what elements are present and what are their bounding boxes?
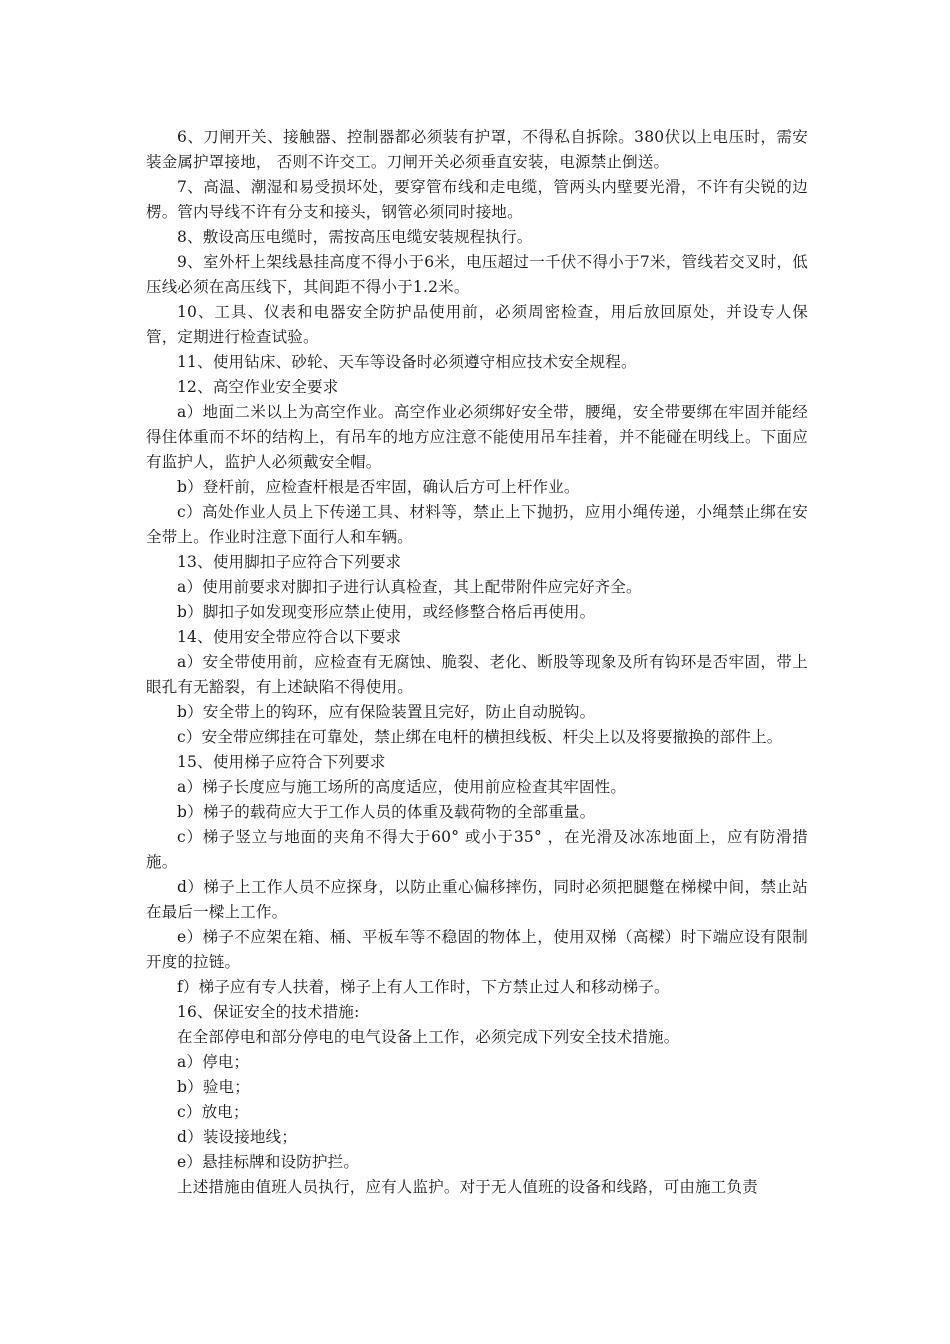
sub-item-12b: b）登杆前，应检查杆根是否牢固，确认后方可上杆作业。 — [177, 478, 580, 496]
sub-item-15f: f）梯子应有专人扶着，梯子上有人工作时，下方禁止过人和移动梯子。 — [177, 978, 670, 996]
paragraph-intro-16: 在全部停电和部分停电的电气设备上工作，必须完成下列安全技术措施。 — [177, 1028, 680, 1046]
sub-item-16c: c）放电； — [177, 1103, 249, 1121]
section-heading-13: 13、使用脚扣子应符合下列要求 — [177, 553, 402, 571]
sub-item-16a: a）停电； — [177, 1053, 250, 1071]
sub-item-15c: c）梯子竖立与地面的夹角不得大于60° 或小于35° ，在光滑及冰冻地面上，应有防滑措施。 — [146, 828, 808, 871]
paragraph-item-7: 7、高温、潮湿和易受损坏处，要穿管布线和走电缆，管两头内壁要光滑，不许有尖锐的边楞。管内导线不许有分支和接头，钢管必须同时接地。 — [146, 178, 808, 221]
paragraph-closing: 上述措施由值班人员执行，应有人监护。对于无人值班的设备和线路，可由施工负责 — [177, 1178, 758, 1196]
sub-item-15e: e）梯子不应架在箱、桶、平板车等不稳固的物体上，使用双梯（高樑）时下端应设有限制开度的拉链。 — [146, 928, 808, 971]
paragraph-item-10: 10、工具、仪表和电器安全防护品使用前，必须周密检查，用后放回原处，并设专人保管，定期进行检查试验。 — [146, 303, 808, 346]
sub-item-13a: a）使用前要求对脚扣子进行认真检查，其上配带附件应完好齐全。 — [177, 578, 642, 596]
paragraph-item-9: 9、室外杆上架线悬挂高度不得小于6米，电压超过一千伏不得小于7米，管线若交叉时，低压线必须在高压线下，其间距不得小于1.2米。 — [146, 253, 808, 296]
section-heading-14: 14、使用安全带应符合以下要求 — [177, 628, 402, 646]
paragraph-item-8: 8、敷设高压电缆时，需按高压电缆安装规程执行。 — [177, 228, 533, 246]
paragraph-item-11: 11、使用钻床、砂轮、天车等设备时必须遵守相应技术安全规程。 — [177, 353, 637, 371]
sub-item-14c: c）安全带应绑挂在可靠处，禁止绑在电杆的横担线板、杆尖上以及将要撤换的部件上。 — [177, 728, 783, 746]
sub-item-15a: a）梯子长度应与施工场所的高度适应，使用前应检查其牢固性。 — [177, 778, 627, 796]
sub-item-15d: d）梯子上工作人员不应探身，以防止重心偏移摔伤，同时必须把腿蹩在梯樑中间，禁止站在最后一樑上工作。 — [146, 878, 808, 921]
sub-item-15b: b）梯子的载荷应大于工作人员的体重及载荷物的全部重量。 — [177, 803, 596, 821]
sub-item-14a: a）安全带使用前，应检查有无腐蚀、脆裂、老化、断股等现象及所有钩环是否牢固，带上眼孔有无豁裂，有上述缺陷不得使用。 — [146, 653, 808, 696]
sub-item-12c: c）高处作业人员上下传递工具、材料等，禁止上下抛扔，应用小绳传递，小绳禁止绑在安全带上。作业时注意下面行人和车辆。 — [146, 503, 808, 546]
section-heading-12: 12、高空作业安全要求 — [177, 378, 339, 396]
sub-item-16b: b）验电； — [177, 1078, 250, 1096]
section-heading-15: 15、使用梯子应符合下列要求 — [177, 753, 386, 771]
section-heading-16: 16、保证安全的技术措施: — [177, 1003, 360, 1021]
sub-item-14b: b）安全带上的钩环，应有保险装置且完好，防止自动脱钩。 — [177, 703, 596, 721]
sub-item-16e: e）悬挂标牌和设防护拦。 — [177, 1153, 360, 1171]
document-body — [146, 125, 808, 1200]
sub-item-12a: a）地面二米以上为高空作业。高空作业必须绑好安全带，腰绳，安全带要绑在牢固并能经得住体重而不坏的结构上，有吊车的地方应注意不能使用吊车挂着，并不能碰在明线上。下面应有监护人，监护人必须戴安全帽。 — [146, 403, 808, 471]
sub-item-13b: b）脚扣子如发现变形应禁止使用，或经修整合格后再使用。 — [177, 603, 596, 621]
sub-item-16d: d）装设接地线； — [177, 1128, 298, 1146]
paragraph-item-6: 6、刀闸开关、接触器、控制器都必须装有护罩，不得私自拆除。380伏以上电压时，需安装金属护罩接地， 否则不许交工。刀闸开关必须垂直安装，电源禁止倒送。 — [146, 128, 808, 171]
